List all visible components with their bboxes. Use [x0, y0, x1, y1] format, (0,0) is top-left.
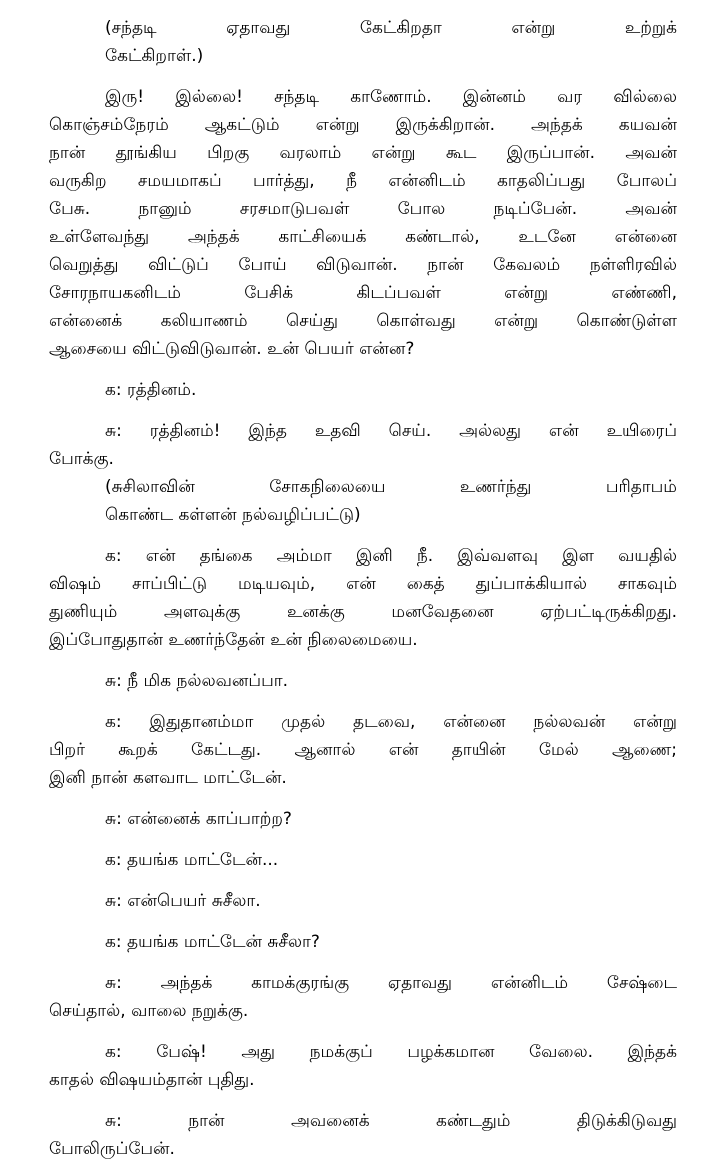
- dialogue-paragraph: [49, 928, 677, 956]
- text-line: இனி நான் களவாட மாட்டேன்.: [49, 768, 287, 788]
- text-line: சு: என்னைக் காப்பாற்ற?: [105, 809, 292, 829]
- dialogue-paragraph: [49, 887, 677, 915]
- text-line: சு: ரத்தினம்! இந்த உதவி செய். அல்லது என் உயிரைப்: [105, 421, 677, 441]
- stage-direction: [49, 473, 677, 529]
- text-line: க: தயங்க மாட்டேன் சுசீலா?: [105, 932, 320, 952]
- text-line: செய்தால், வாலை நறுக்கு.: [49, 1001, 249, 1021]
- text-line: காதல் விஷயம்தான் புதிது.: [49, 1070, 255, 1090]
- text-line: இரு! இல்லை! சந்தடி காணோம். இன்னம் வர வில்லை: [105, 87, 677, 107]
- dialogue-paragraph: [49, 1107, 677, 1163]
- dialogue-paragraph: [49, 667, 677, 695]
- text-line: போலிருப்பேன்.: [49, 1139, 175, 1159]
- text-line: க: ரத்தினம்.: [105, 380, 197, 400]
- text-line: சு: என்பெயர் சுசீலா.: [105, 891, 261, 911]
- text-line: பேசு. நானும் சரசமாடுபவள் போல நடிப்பேன். அவன்: [49, 199, 677, 219]
- text-line: சு: நான் அவனைக் கண்டதும் திடுக்கிடுவது: [105, 1111, 677, 1131]
- text-line: துணியும் அளவுக்கு உனக்கு மனவேதனை ஏற்பட்டிருக்கிறது.: [49, 602, 677, 622]
- dialogue-paragraph: [49, 708, 677, 792]
- text-line: உள்ளேவந்து அந்தக் காட்சியைக் கண்டால், உடனே என்னை: [49, 227, 677, 247]
- dialogue-paragraph: [49, 542, 677, 654]
- text-line: (சந்தடி ஏதாவது கேட்கிறதா என்று உற்றுக்: [105, 18, 677, 38]
- text-line: சோரநாயகனிடம் பேசிக் கிடப்பவள் என்று எண்ணி,: [49, 283, 677, 303]
- text-line: க: என் தங்கை அம்மா இனி நீ. இவ்வளவு இள வயதில்: [105, 546, 677, 566]
- text-line: நான் தூங்கிய பிறகு வரலாம் என்று கூட இருப்பான். அவன்: [49, 143, 677, 163]
- text-line: வருகிற சமயமாகப் பார்த்து, நீ என்னிடம் காதலிப்பது போலப்: [49, 171, 677, 191]
- dialogue-paragraph: [49, 376, 677, 404]
- text-line: க: இதுதானம்மா முதல் தடவை, என்னை நல்லவன் என்று: [105, 712, 677, 732]
- text-line: இப்போதுதான் உணர்ந்தேன் உன் நிலைமையை.: [49, 630, 418, 650]
- dialogue-paragraph: [49, 417, 677, 473]
- dialogue-paragraph: [49, 969, 677, 1025]
- text-line: போக்கு.: [49, 449, 114, 469]
- text-line: வெறுத்து விட்டுப் போய் விடுவான். நான் கேவலம் நள்ளிரவில்: [49, 255, 677, 275]
- text-line: சு: அந்தக் காமக்குரங்கு ஏதாவது என்னிடம் சேஷ்டை: [105, 973, 677, 993]
- text-line: க: தயங்க மாட்டேன்...: [105, 850, 279, 870]
- text-line: ஆசையை விட்டுவிடுவான். உன் பெயர் என்ன?: [49, 339, 415, 359]
- text-line: சு: நீ மிக நல்லவனப்பா.: [105, 671, 288, 691]
- stage-direction: [49, 14, 677, 70]
- text-line: விஷம் சாப்பிட்டு மடியவும், என் கைத் துப்பாக்கியால் சாகவும்: [49, 574, 677, 594]
- dialogue-paragraph: [49, 846, 677, 874]
- document-page: [49, 14, 677, 1163]
- dialogue-paragraph: [49, 83, 677, 363]
- text-line: கேட்கிறாள்.): [105, 46, 204, 66]
- text-line: பிறர் கூறக் கேட்டது. ஆனால் என் தாயின் மேல் ஆணை;: [49, 740, 677, 760]
- text-line: கொஞ்சம்நேரம் ஆகட்டும் என்று இருக்கிறான். அந்தக் கயவன்: [49, 115, 677, 135]
- text-line: க: பேஷ்! அது நமக்குப் பழக்கமான வேலை. இந்தக்: [105, 1042, 677, 1062]
- text-line: என்னைக் கலியாணம் செய்து கொள்வது என்று கொண்டுள்ள: [49, 311, 677, 331]
- dialogue-paragraph: [49, 805, 677, 833]
- text-line: கொண்ட கள்ளன் நல்வழிப்பட்டு): [105, 505, 361, 525]
- text-line: (சுசிலாவின் சோகநிலையை உணர்ந்து பரிதாபம்: [105, 477, 677, 497]
- dialogue-paragraph: [49, 1038, 677, 1094]
